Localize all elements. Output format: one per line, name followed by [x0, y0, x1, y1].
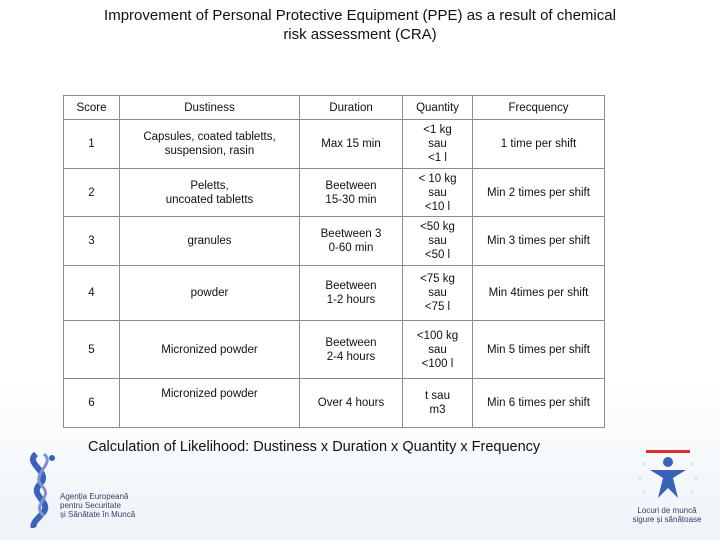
- cell-frequency: Min 4times per shift: [473, 266, 605, 321]
- cell-score: 1: [64, 120, 120, 169]
- cell-dustiness: granules: [120, 217, 300, 266]
- title-line-2: risk assessment (CRA): [283, 26, 437, 43]
- eu-osha-text: Agenția Europeană pentru Securitate și Sănătate în Muncă: [60, 492, 136, 519]
- cell-duration: Beetween 15-30 min: [300, 169, 403, 217]
- cell-score: 6: [64, 379, 120, 428]
- table-row: [64, 217, 605, 266]
- cell-dustiness: Peletts, uncoated tabletts: [120, 169, 300, 217]
- cell-quantity: <100 kg sau <100 l: [403, 321, 473, 379]
- cell-duration: Max 15 min: [300, 120, 403, 169]
- cell-duration: Beetween 2-4 hours: [300, 321, 403, 379]
- campaign-text: Locuri de muncă sigure și sănătoase: [632, 506, 702, 524]
- table-row: [64, 266, 605, 321]
- table-row: [64, 379, 605, 428]
- person-stars-icon: [618, 448, 718, 506]
- header-quantity: Quantity: [403, 96, 473, 120]
- table-row: [64, 120, 605, 169]
- header-frequency: Frecquency: [473, 96, 605, 120]
- header-duration: Duration: [300, 96, 403, 120]
- cell-duration: Over 4 hours: [300, 379, 403, 428]
- cell-frequency: 1 time per shift: [473, 120, 605, 169]
- cell-dustiness: Micronized powder: [120, 321, 300, 379]
- header-dustiness: Dustiness: [120, 96, 300, 120]
- eu-osha-logo: [22, 450, 162, 530]
- cell-score: 4: [64, 266, 120, 321]
- slide-title: [40, 6, 680, 44]
- campaign-logo: [618, 448, 718, 538]
- cell-frequency: Min 6 times per shift: [473, 379, 605, 428]
- cell-quantity: t sau m3: [403, 379, 473, 428]
- cell-duration: Beetween 3 0-60 min: [300, 217, 403, 266]
- cell-score: 3: [64, 217, 120, 266]
- eu-osha-swirl-icon: [22, 450, 62, 528]
- cell-quantity: <1 kg sau <1 l: [403, 120, 473, 169]
- cell-quantity: <50 kg sau <50 l: [403, 217, 473, 266]
- cell-quantity: < 10 kg sau <10 l: [403, 169, 473, 217]
- risk-score-table: [63, 95, 605, 428]
- cell-score: 5: [64, 321, 120, 379]
- cell-frequency: Min 5 times per shift: [473, 321, 605, 379]
- header-score: Score: [64, 96, 120, 120]
- cell-dustiness: powder: [120, 266, 300, 321]
- cell-duration: Beetween 1-2 hours: [300, 266, 403, 321]
- cell-dustiness: Micronized powder: [120, 379, 300, 428]
- title-line-1: Improvement of Personal Protective Equipment (PPE) as a result of chemical: [104, 7, 616, 24]
- cell-frequency: Min 3 times per shift: [473, 217, 605, 266]
- table-row: [64, 169, 605, 217]
- cell-frequency: Min 2 times per shift: [473, 169, 605, 217]
- table-header-row: [64, 96, 605, 120]
- table-row: [64, 321, 605, 379]
- likelihood-formula: Calculation of Likelihood: Dustiness x Duration x Quantity x Frequency: [88, 439, 541, 455]
- cell-dustiness: Capsules, coated tabletts, suspension, rasin: [120, 120, 300, 169]
- cell-quantity: <75 kg sau <75 l: [403, 266, 473, 321]
- cell-score: 2: [64, 169, 120, 217]
